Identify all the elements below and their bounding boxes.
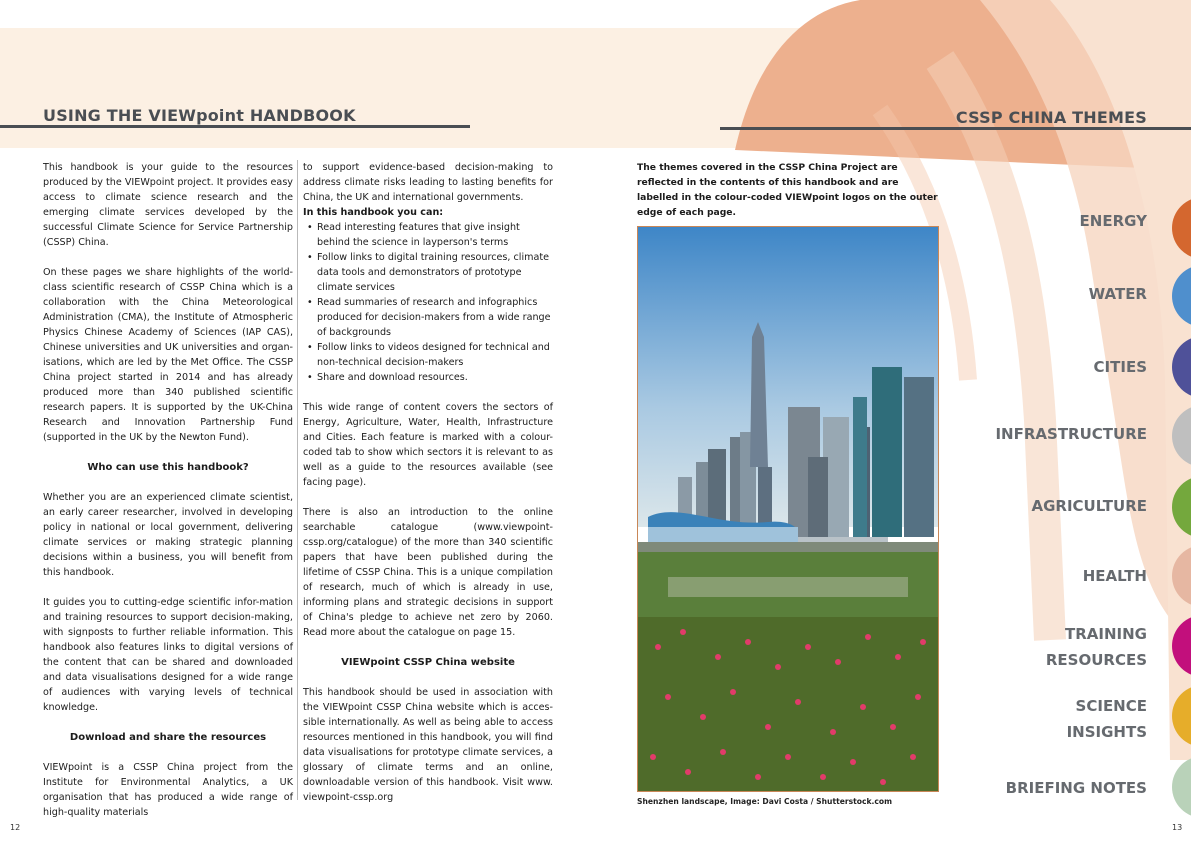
paragraph: There is also an introduction to the online searchable catalogue (www.viewpoint-cssp.org/catalogue) of the more than 340 scientific papers that have been published during the lifetime of CSSP China. This is a unique compilation of research, much of which is already in use, informing plans and strategic decisions in support of China's pledge to achieve net zero by 2060. Read more about the catalogue on page 15. (303, 507, 553, 638)
theme-training-resources[interactable]: TRAINING RESOURCES (1045, 625, 1147, 669)
theme-science-insights[interactable]: SCIENCE INSIGHTS (1066, 697, 1147, 741)
right-page-heading: CSSP CHINA THEMES (955, 108, 1147, 127)
left-page-heading: USING THE VIEWpoint HANDBOOK (43, 106, 356, 125)
list-item: • Follow links to videos designed for technical and non-technical decision-makers (307, 342, 550, 368)
theme-water[interactable]: WATER (1088, 285, 1147, 303)
paragraph: This handbook is your guide to the resources produced by the VIEWpoint project. It provides easy access to climate science research and the emerging climate services developed by the successful Climate Science for Service Partnership (CSSP) China. (43, 162, 293, 248)
theme-cities[interactable]: CITIES (1093, 358, 1147, 376)
column-divider (297, 160, 298, 800)
paragraph: VIEWpoint is a CSSP China project from the Institute for Environmental Analytics, a UK organisation that has produced a wide range of high-quality materials (43, 762, 293, 818)
theme-agriculture[interactable]: AGRICULTURE (1031, 497, 1147, 515)
subheading-who-can-use: Who can use this handbook? (87, 462, 249, 473)
paragraph: Whether you are an experienced climate scientist, an early career researcher, involved in developing policy in national or local government, delivering climate services or making strategic planning decisions within a business, you will benefit from this handbook. (43, 492, 293, 578)
shenzhen-photo (637, 226, 939, 792)
left-column-2 (303, 160, 553, 805)
subheading-download-share: Download and share the resources (69, 732, 267, 743)
list-item: • Follow links to digital training resources, climate data tools and demonstrators of prototype climate services (307, 252, 550, 293)
list-item: • Share and download resources. (307, 372, 468, 383)
left-column-1 (43, 160, 293, 820)
theme-health[interactable]: HEALTH (1082, 567, 1147, 585)
paragraph: It guides you to cutting-edge scientific infor-mation and training resources to support decision-making, with signposts to further reliable information. This handbook also features links to digital versions of the content that can be shared and downloaded and data visualisations designed for a wide range of audiences with varying levels of technical knowledge. (43, 597, 293, 713)
subheading-website: VIEWpoint CSSP China website (341, 657, 515, 668)
list-item: • Read summaries of research and infographics produced for decision-makers from a wide range of backgrounds (307, 297, 551, 338)
right-heading-rule (720, 127, 1191, 130)
paragraph: On these pages we share highlights of the world-class scientific research of CSSP China which is a collaboration with the China Meteorological Administration (CMA), the Institute of Atmospheric Physics Chinese Academy of Sciences (IAP CAS), Chinese universities and UK universities and organ-isations, which are led by the Met Office. The CSSP China project started in 2014 and has already produced more than 340 published scientific research papers. It is supported by the UK-China Research and Innovation Partnership Fund (supported in the UK by the Newton Fund). (43, 267, 293, 443)
left-heading-rule (0, 125, 470, 128)
paragraph: to support evidence-based decision-making to address climate risks leading to lasting benefits for China, the UK and international governments. (303, 162, 553, 203)
list-item: • Read interesting features that give insight behind the science in layperson's terms (307, 222, 520, 248)
theme-energy[interactable]: ENERGY (1079, 212, 1147, 230)
paragraph: This handbook should be used in association with the VIEWpoint CSSP China website which is acces-sible internationally. As well as being able to access resources mentioned in this handbook, you will find data visualisations for prototype climate services, a glossary of climate terms and an online, downloadable version of this handbook. Visit www. viewpoint-cssp.org (303, 687, 553, 803)
theme-briefing-notes[interactable]: BRIEFING NOTES (1005, 779, 1147, 797)
bold-intro-line: In this handbook you can: (303, 207, 444, 218)
page-number-right: 13 (1172, 823, 1183, 832)
theme-infrastructure[interactable]: INFRASTRUCTURE (995, 425, 1147, 443)
bullet-list (303, 220, 553, 385)
photo-caption: Shenzhen landscape, Image: Davi Costa / Shutterstock.com (637, 797, 893, 806)
page-number-left: 12 (10, 823, 21, 832)
paragraph: This wide range of content covers the sectors of Energy, Agriculture, Water, Health, Infrastructure and Cities. Each feature is marked with a colour-coded tab to show which sectors it is relevant to as well as a guide to the resources available (see facing page). (303, 402, 553, 488)
right-intro: The themes covered in the CSSP China Project are reflected in the contents of this handbook and are labelled in the colour-coded VIEWpoint logos on the outer edge of each page. (637, 162, 938, 218)
